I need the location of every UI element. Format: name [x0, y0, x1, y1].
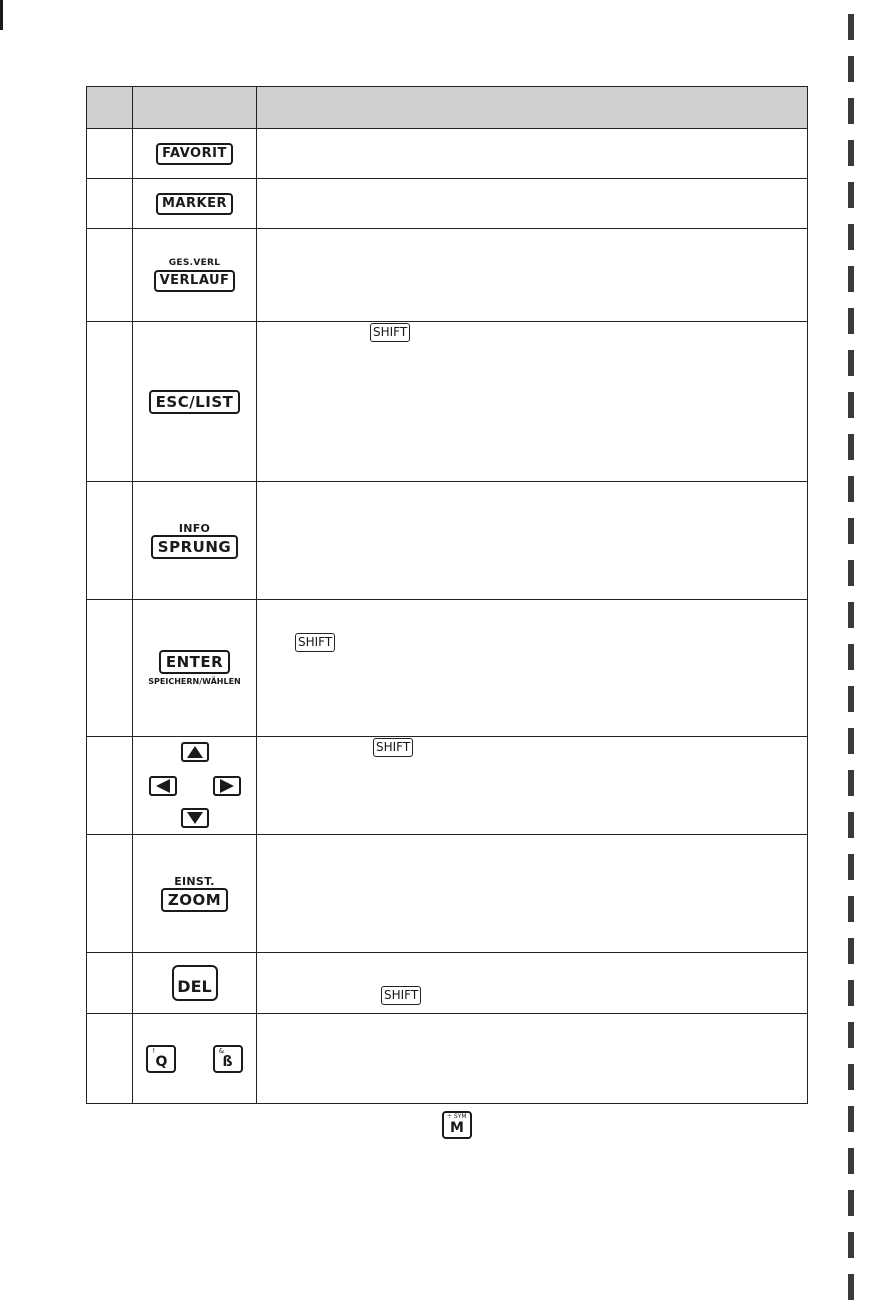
table-row	[87, 600, 808, 737]
margin-dash	[848, 1148, 854, 1174]
row-number-cell	[87, 322, 133, 482]
margin-dash	[848, 14, 854, 40]
table-header-row	[87, 87, 808, 129]
header-cell-number	[87, 87, 133, 129]
margin-dash	[848, 812, 854, 838]
cursor-keys	[133, 738, 257, 834]
marker-key[interactable]: MARKER	[156, 193, 233, 215]
description-cell	[257, 1014, 808, 1136]
row-number-cell	[87, 1014, 133, 1104]
table-row	[87, 179, 808, 229]
favorit-key[interactable]: FAVORIT	[156, 143, 233, 165]
key-table	[86, 86, 808, 1136]
key-cell	[133, 600, 257, 737]
sharp-s-key[interactable]: & ß	[213, 1045, 243, 1073]
table-row	[87, 1014, 808, 1104]
sprung-shift-label: INFO	[178, 522, 211, 535]
margin-dash	[848, 560, 854, 586]
arrow-up-icon[interactable]	[181, 742, 209, 762]
row-number-cell	[87, 129, 133, 179]
shift-key-ref: SHIFT	[295, 633, 335, 652]
description-cell	[257, 835, 808, 1002]
row-number-cell	[87, 229, 133, 322]
description-cell	[257, 322, 808, 482]
description-cell	[257, 600, 808, 754]
zoom-key[interactable]: ZOOM	[161, 888, 228, 912]
arrow-left-icon[interactable]	[149, 776, 177, 796]
margin-dash	[848, 1190, 854, 1216]
header-cell-description	[257, 87, 808, 129]
margin-dash	[848, 644, 854, 670]
arrow-down-icon[interactable]	[181, 808, 209, 828]
key-cell	[133, 482, 257, 600]
key-cell	[133, 953, 257, 1014]
verlauf-key[interactable]: VERLAUF	[154, 270, 236, 292]
table-row	[87, 229, 808, 322]
description-cell	[257, 179, 808, 229]
sprung-key[interactable]: SPRUNG	[151, 535, 238, 559]
row-number-cell	[87, 482, 133, 600]
margin-dash	[848, 980, 854, 1006]
del-key[interactable]: DEL	[172, 965, 218, 1001]
table-row	[87, 129, 808, 179]
description-cell	[257, 737, 808, 835]
q-key[interactable]: ! Q	[146, 1045, 176, 1073]
margin-dash	[848, 1274, 854, 1300]
margin-dash	[848, 896, 854, 922]
shift-key-ref: SHIFT	[370, 323, 410, 342]
margin-dash	[848, 602, 854, 628]
row-number-cell	[87, 953, 133, 1014]
margin-dash	[848, 266, 854, 292]
margin-dash	[848, 224, 854, 250]
key-cell	[133, 229, 257, 322]
row-number-cell	[87, 835, 133, 953]
table-row	[87, 482, 808, 600]
margin-dash	[848, 686, 854, 712]
top-edge-mark	[0, 0, 6, 30]
margin-dash	[848, 518, 854, 544]
margin-dash	[848, 308, 854, 334]
table-row	[87, 322, 808, 482]
margin-dash	[848, 938, 854, 964]
verlauf-shift-label: GES.VERL	[168, 258, 221, 268]
margin-dash	[848, 770, 854, 796]
description-cell	[257, 129, 808, 179]
margin-dash	[848, 434, 854, 460]
key-cell	[133, 737, 257, 835]
row-number-cell	[87, 600, 133, 737]
margin-dash	[848, 182, 854, 208]
margin-dash	[848, 1064, 854, 1090]
right-margin-dashes	[848, 0, 854, 1259]
key-cell	[133, 1014, 257, 1104]
description-cell	[257, 229, 808, 339]
description-cell	[257, 482, 808, 649]
margin-dash	[848, 350, 854, 376]
key-cell	[133, 322, 257, 482]
m-key-ref: ÷ SYM M	[442, 1111, 472, 1139]
key-cell	[133, 835, 257, 953]
margin-dash	[848, 728, 854, 754]
margin-dash	[848, 392, 854, 418]
margin-dash	[848, 140, 854, 166]
shift-key-ref: SHIFT	[381, 986, 421, 1005]
row-number-cell	[87, 179, 133, 229]
zoom-shift-label: EINST.	[174, 875, 215, 888]
table-row	[87, 835, 808, 953]
key-cell	[133, 179, 257, 229]
key-cell	[133, 129, 257, 179]
margin-dash	[848, 1022, 854, 1048]
margin-dash	[848, 98, 854, 124]
description-cell	[257, 953, 808, 1014]
margin-dash	[848, 1106, 854, 1132]
margin-dash	[848, 476, 854, 502]
margin-dash	[848, 56, 854, 82]
table-row	[87, 953, 808, 1014]
arrow-right-icon[interactable]	[213, 776, 241, 796]
margin-dash	[848, 854, 854, 880]
header-cell-key	[133, 87, 257, 129]
shift-key-ref: SHIFT	[373, 738, 413, 757]
margin-dash	[848, 1232, 854, 1258]
enter-key[interactable]: ENTER	[159, 650, 230, 674]
table-row	[87, 737, 808, 835]
esc-list-key[interactable]: ESC/LIST	[149, 390, 241, 414]
row-number-cell	[87, 737, 133, 835]
enter-shift-label: SPEICHERN/WÄHLEN	[148, 676, 241, 686]
